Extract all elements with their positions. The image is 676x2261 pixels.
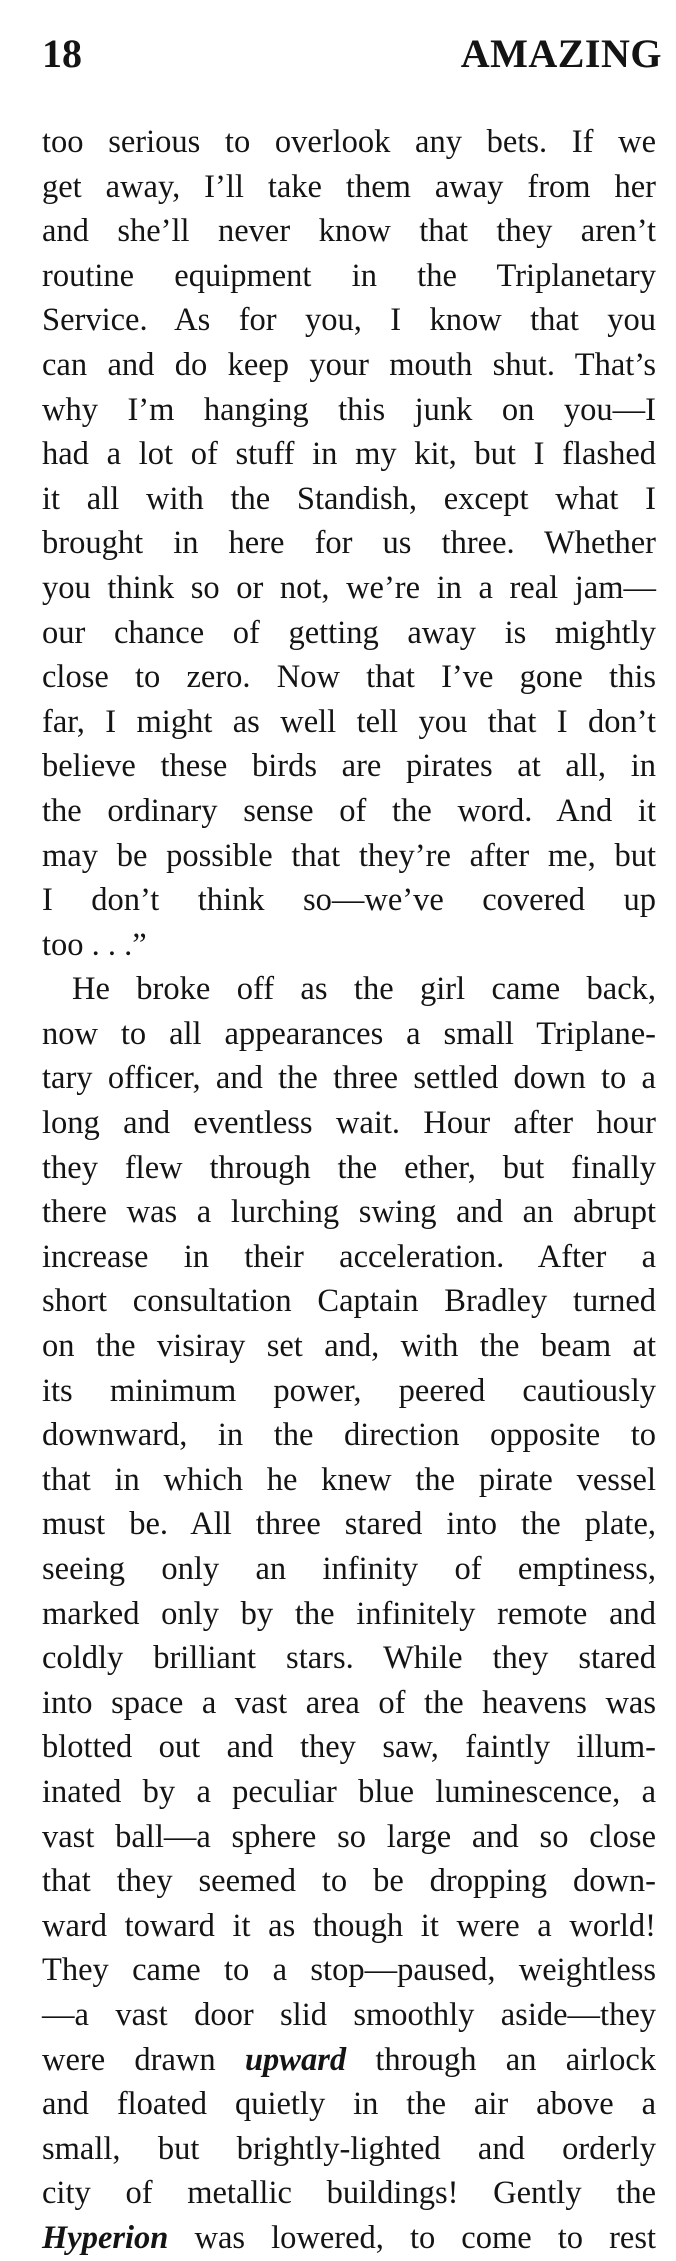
text-line: may be possible that they’re after me, but xyxy=(42,837,656,874)
italic-word: upward xyxy=(244,2041,347,2078)
text-line: short consultation Captain Bradley turned xyxy=(42,1283,656,1320)
text-line: seeing only an infinity of emptiness, xyxy=(42,1551,656,1587)
text-line: it all with the Standish, except what I xyxy=(42,480,656,517)
text-line: coldly brilliant stars. While they stared xyxy=(42,1640,656,1677)
text-line: that they seemed to be dropping down- xyxy=(42,1863,656,1900)
text-line: Service. As for you, I know that you xyxy=(42,302,656,339)
story-text xyxy=(42,120,656,2261)
text-line: into space a vast area of the heavens was xyxy=(42,1684,656,1721)
text-line: believe these birds are pirates at all, in xyxy=(42,748,656,785)
text-line: far, I might as well tell you that I don’t xyxy=(42,703,656,740)
text-segment: through an airlock xyxy=(375,2041,656,2078)
text-line: there was a lurching swing and an abrupt xyxy=(42,1194,656,1231)
text-line: now to all appearances a small Triplane- xyxy=(42,1015,656,1052)
text-line: too . . .” xyxy=(42,926,147,963)
text-line: you think so or not, we’re in a real jam— xyxy=(42,569,656,606)
text-line: that in which he knew the pirate vessel xyxy=(42,1461,656,1498)
text-line: small, but brightly-lighted and orderly xyxy=(42,2130,656,2167)
text-line: why I’m hanging this junk on you—I xyxy=(42,391,656,428)
text-line: they flew through the ether, but finally xyxy=(42,1149,656,1186)
text-line: close to zero. Now that I’ve gone this xyxy=(42,659,656,696)
text-line: vast ball—a sphere so large and so close xyxy=(42,1818,656,1855)
ship-name: Hyperion xyxy=(42,2219,169,2256)
text-line: on the visiray set and, with the beam at xyxy=(42,1328,656,1365)
text-line: downward, in the direction opposite to xyxy=(42,1417,656,1454)
text-line: must be. All three stared into the plate, xyxy=(42,1506,656,1543)
text-line: and she’ll never know that they aren’t xyxy=(42,213,656,250)
text-line: —a vast door slid smoothly aside—they xyxy=(42,1996,656,2033)
text-segment: were drawn xyxy=(42,2041,216,2078)
running-head xyxy=(42,24,662,84)
text-line: blotted out and they saw, faintly illum- xyxy=(42,1729,656,1766)
text-segment: was lowered, to come to rest xyxy=(194,2219,656,2256)
text-line: long and eventless wait. Hour after hour xyxy=(42,1105,656,1142)
text-line: can and do keep your mouth shut. That’s xyxy=(42,346,656,383)
text-line: and floated quietly in the air above a xyxy=(42,2086,656,2123)
text-line: its minimum power, peered cautiously xyxy=(42,1372,656,1409)
text-line: tary officer, and the three settled down to a xyxy=(42,1060,656,1097)
text-line: city of metallic buildings! Gently the xyxy=(42,2175,656,2212)
text-line: our chance of getting away is mightly xyxy=(42,614,656,651)
text-line: marked only by the infinitely remote and xyxy=(42,1595,656,1632)
text-line: I don’t think so—we’ve covered up xyxy=(42,882,656,919)
text-line: routine equipment in the Triplanetary xyxy=(42,257,656,294)
text-line: They came to a stop—paused, weightless xyxy=(42,1952,656,1989)
text-line xyxy=(42,2216,656,2261)
text-line: ward toward it as though it were a world! xyxy=(42,1907,656,1944)
text-line: get away, I’ll take them away from her xyxy=(42,168,656,205)
text-line: brought in here for us three. Whether xyxy=(42,525,656,562)
magazine-title: AMAZING xyxy=(460,31,662,76)
text-line xyxy=(42,2038,656,2083)
page-number: 18 xyxy=(42,31,82,76)
paragraph-start-line: He broke off as the girl came back, xyxy=(72,971,656,1008)
text-line: had a lot of stuff in my kit, but I flashed xyxy=(42,436,656,473)
text-line: too serious to overlook any bets. If we xyxy=(42,124,656,160)
text-line: inated by a peculiar blue luminescence, a xyxy=(42,1773,656,1810)
text-line: increase in their acceleration. After a xyxy=(42,1238,656,1275)
text-line: the ordinary sense of the word. And it xyxy=(42,792,656,829)
